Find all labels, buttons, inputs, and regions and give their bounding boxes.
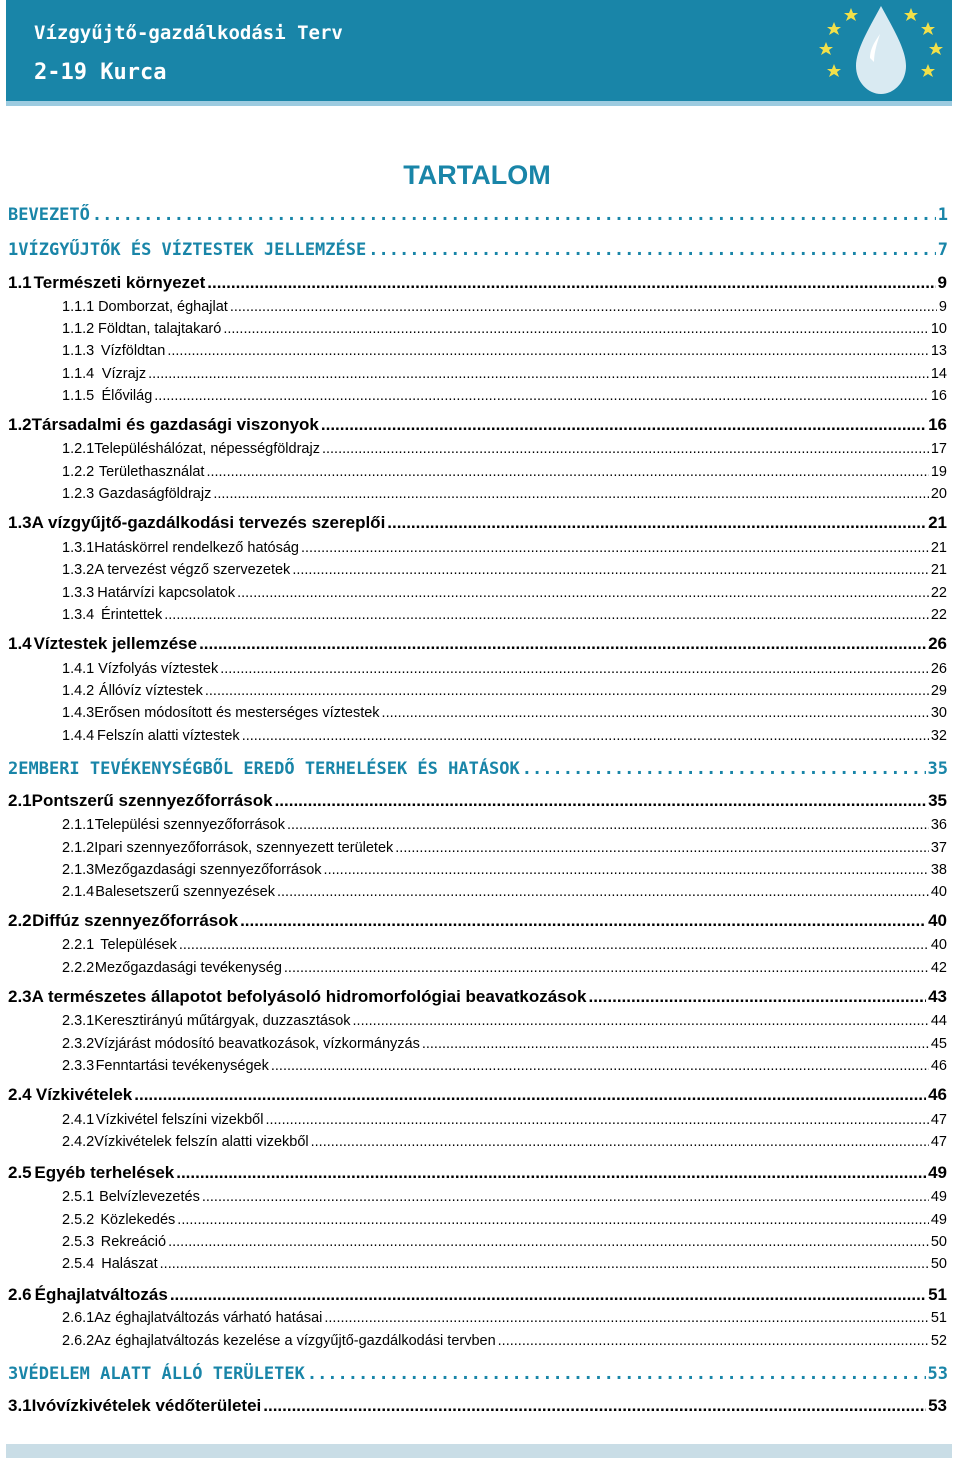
toc-entry-number: 2.3.3 — [62, 1058, 95, 1074]
toc-entry-label: Rekreáció — [100, 1234, 167, 1250]
toc-entry-page: 47 — [930, 1112, 947, 1128]
toc-entry-page: 29 — [930, 683, 947, 699]
document-subtitle: 2-19 Kurca — [34, 60, 167, 85]
dot-leader — [395, 840, 929, 856]
toc-entry[interactable] — [62, 862, 947, 878]
toc-entry-label: Közlekedés — [100, 1212, 176, 1228]
toc-entry[interactable] — [62, 388, 947, 404]
dot-leader — [134, 1085, 926, 1105]
toc-entry[interactable] — [62, 1256, 947, 1272]
toc-entry-label: Társadalmi és gazdasági viszonyok — [31, 415, 319, 434]
toc-entry[interactable] — [62, 1212, 947, 1228]
dot-leader — [382, 705, 929, 721]
dot-leader — [321, 415, 926, 435]
toc-entry-label: BEVEZETŐ — [8, 205, 90, 225]
toc-entry-number: 2.1.4 — [62, 884, 95, 900]
toc-entry[interactable] — [62, 683, 947, 699]
toc-entry-number: 2.4 — [8, 1085, 32, 1104]
toc-entry-page: 17 — [930, 441, 947, 457]
toc-entry-page: 26 — [928, 634, 947, 653]
dot-leader — [92, 205, 936, 225]
dot-leader — [265, 1112, 928, 1128]
toc-entry-page: 40 — [930, 884, 947, 900]
toc-entry-page: 22 — [930, 607, 947, 623]
toc-entry[interactable] — [8, 513, 947, 533]
toc-entry[interactable] — [62, 817, 947, 833]
toc-entry-number: 1.3.4 — [62, 607, 95, 623]
toc-entry-label: EMBERI TEVÉKENYSÉGBŐL EREDŐ TERHELÉSEK ÉS HATÁSOK — [18, 759, 520, 779]
toc-entry-label: Vízfolyás víztestek — [98, 661, 219, 677]
toc-entry-label: Érintettek — [100, 607, 163, 623]
dot-leader — [223, 321, 929, 337]
toc-entry-page: 35 — [928, 791, 947, 810]
toc-entry[interactable] — [62, 728, 947, 744]
toc-entry-label: Diffúz szennyezőforrások — [32, 911, 239, 930]
toc-entry[interactable] — [62, 607, 947, 623]
toc-entry-number: 2.5.2 — [62, 1212, 95, 1228]
toc-entry[interactable] — [8, 1163, 947, 1183]
toc-entry-page: 21 — [930, 540, 947, 556]
toc-entry-number: 2 — [8, 759, 19, 779]
toc-entry-page: 51 — [928, 1285, 947, 1304]
toc-entry-label: A természetes állapotot befolyásoló hidromorfológiai beavatkozások — [31, 987, 587, 1006]
dot-leader — [205, 683, 929, 699]
dot-leader — [522, 759, 926, 779]
toc-entry-label: Erősen módosított és mesterséges víztestek — [94, 705, 380, 721]
toc-entry-label: Víztestek jellemzése — [33, 634, 198, 653]
toc-entry[interactable] — [8, 1364, 948, 1384]
toc-entry-page: 49 — [928, 1163, 947, 1182]
toc-entry-label: Természeti környezet — [33, 273, 206, 292]
toc-entry-label: Földtan, talajtakaró — [97, 321, 222, 337]
toc-entry[interactable] — [8, 240, 948, 260]
dot-leader — [202, 1189, 929, 1205]
toc-entry[interactable] — [62, 321, 947, 337]
toc-entry-number: 2.5.1 — [62, 1189, 95, 1205]
footer-bar — [6, 1444, 952, 1458]
toc-entry-label: Ivóvízkivételek védőterületei — [31, 1396, 262, 1415]
dot-leader — [324, 862, 929, 878]
toc-entry-label: Vízjárást módosító beavatkozások, vízkormányzás — [94, 1036, 420, 1052]
toc-entry-label: Vízkivételek felszín alatti vizekből — [94, 1134, 309, 1150]
toc-entry[interactable] — [8, 791, 947, 811]
toc-entry[interactable] — [62, 705, 947, 721]
toc-entry-page: 44 — [930, 1013, 947, 1029]
toc-entry-number: 1.3.2 — [62, 562, 95, 578]
toc-entry[interactable] — [62, 960, 947, 976]
toc-entry[interactable] — [62, 441, 947, 457]
toc-entry-label: Állóvíz víztestek — [98, 683, 203, 699]
toc-entry-page: 38 — [930, 862, 947, 878]
toc-entry-number: 2.2 — [8, 911, 32, 930]
toc-entry-label: Vízkivételek — [35, 1085, 133, 1104]
toc-entry-number: 2.1.2 — [62, 840, 95, 856]
toc-entry[interactable] — [62, 1189, 947, 1205]
toc-entry-page: 21 — [930, 562, 947, 578]
dot-leader — [387, 513, 926, 533]
toc-entry-page: 49 — [930, 1189, 947, 1205]
toc-entry-page: 37 — [930, 840, 947, 856]
toc-entry-page: 51 — [930, 1310, 947, 1326]
toc-entry-page: 9 — [938, 299, 947, 315]
dot-leader — [275, 791, 927, 811]
toc-entry-number: 2.3.2 — [62, 1036, 95, 1052]
dot-leader — [322, 441, 929, 457]
toc-entry-page: 36 — [930, 817, 947, 833]
dot-leader — [167, 343, 929, 359]
dot-leader — [240, 911, 926, 931]
toc-entry[interactable] — [62, 464, 947, 480]
toc-entry-page: 14 — [930, 366, 947, 382]
toc-heading: TARTALOM — [403, 160, 551, 190]
dot-leader — [368, 240, 936, 260]
toc-entry-label: Egyéb terhelések — [34, 1163, 175, 1182]
toc-entry-page: 43 — [928, 987, 947, 1006]
toc-entry-label: Éghajlatváltozás — [34, 1285, 168, 1304]
toc-entry-number: 1.4.1 — [62, 661, 95, 677]
dot-leader — [353, 1013, 929, 1029]
toc-entry-label: Domborzat, éghajlat — [98, 299, 228, 315]
toc-entry-page: 32 — [930, 728, 947, 744]
dot-leader — [220, 661, 929, 677]
toc-entry-number: 1.2 — [8, 415, 32, 434]
toc-entry-page: 40 — [930, 937, 947, 953]
toc-entry-page: 42 — [930, 960, 947, 976]
toc-entry[interactable] — [62, 343, 947, 359]
toc-entry-number: 2.6.2 — [62, 1333, 95, 1349]
toc-entry-number: 1.2.1 — [62, 441, 95, 457]
toc-entry-label: Az éghajlatváltozás kezelése a vízgyűjtő-gazdálkodási tervben — [94, 1333, 496, 1349]
toc-entry-label: Ipari szennyezőforrások, szennyezett területek — [94, 840, 394, 856]
dot-leader — [164, 607, 929, 623]
toc-entry-page: 35 — [927, 759, 948, 779]
toc-entry-number: 2.1.1 — [62, 817, 95, 833]
water-drop-eu-stars-icon — [806, 0, 956, 100]
toc-entry-number: 1.3 — [8, 513, 32, 532]
toc-entry[interactable] — [62, 585, 947, 601]
dot-leader — [148, 366, 929, 382]
dot-leader — [301, 540, 929, 556]
toc-entry-number: 1.4 — [8, 634, 32, 653]
toc-entry-label: VÍZGYŰJTŐK ÉS VÍZTESTEK JELLEMZÉSE — [18, 240, 367, 260]
toc-entry-page: 52 — [930, 1333, 947, 1349]
toc-entry-page: 40 — [928, 911, 947, 930]
toc-entry-label: Határvízi kapcsolatok — [97, 585, 236, 601]
toc-entry[interactable] — [62, 540, 947, 556]
dot-leader — [213, 486, 929, 502]
toc-entry[interactable] — [62, 661, 947, 677]
toc-entry-page: 7 — [937, 240, 948, 260]
toc-entry-number: 1 — [8, 240, 19, 260]
toc-entry-number: 1.2.2 — [62, 464, 95, 480]
toc-entry-label: A tervezést végző szervezetek — [94, 562, 291, 578]
toc-entry[interactable] — [8, 1085, 947, 1105]
dot-leader — [287, 817, 929, 833]
dot-leader — [263, 1396, 926, 1416]
toc-entry-number: 2.4.2 — [62, 1134, 95, 1150]
toc-entry-page: 20 — [930, 486, 947, 502]
toc-entry-number: 1.1.4 — [62, 366, 95, 382]
toc-entry-page: 49 — [930, 1212, 947, 1228]
toc-entry[interactable] — [8, 1285, 947, 1305]
toc-entry[interactable] — [62, 1112, 947, 1128]
header-banner — [6, 0, 952, 106]
toc-entry-label: Fenntartási tevékenységek — [95, 1058, 269, 1074]
dot-leader — [179, 937, 929, 953]
toc-entry-number: 1.2.3 — [62, 486, 95, 502]
toc-entry-number: 2.6.1 — [62, 1310, 95, 1326]
toc-entry-label: Élővilág — [101, 388, 153, 404]
toc-entry-label: Belvízlevezetés — [99, 1189, 200, 1205]
dot-leader — [292, 562, 929, 578]
toc-entry-page: 1 — [937, 205, 948, 225]
toc-entry-label: Gazdaságföldrajz — [98, 486, 212, 502]
toc-entry[interactable] — [62, 840, 947, 856]
toc-entry-page: 21 — [928, 513, 947, 532]
toc-entry-label: Vízföldtan — [100, 343, 166, 359]
toc-entry-label: Településhálózat, népességföldrajz — [94, 441, 320, 457]
toc-entry-page: 10 — [930, 321, 947, 337]
toc-entry-number: 2.3 — [8, 987, 32, 1006]
dot-leader — [242, 728, 929, 744]
toc-entry-number: 3.1 — [8, 1396, 32, 1415]
toc-entry[interactable] — [8, 759, 948, 779]
dot-leader — [498, 1333, 929, 1349]
toc-entry-page: 22 — [930, 585, 947, 601]
dot-leader — [199, 634, 926, 654]
toc-entry-page: 16 — [930, 388, 947, 404]
toc-entry-page: 50 — [930, 1234, 947, 1250]
toc-entry-label: Vízkivétel felszíni vizekből — [95, 1112, 264, 1128]
toc-entry-label: Vízrajz — [101, 366, 147, 382]
toc-entry-label: Mezőgazdasági tevékenység — [94, 960, 282, 976]
toc-entry-number: 1.3.1 — [62, 540, 95, 556]
toc-entry[interactable] — [8, 987, 947, 1007]
dot-leader — [176, 1163, 926, 1183]
dot-leader — [168, 1234, 929, 1250]
dot-leader — [206, 464, 928, 480]
toc-entry-page: 53 — [928, 1396, 947, 1415]
toc-entry-number: 2.3.1 — [62, 1013, 95, 1029]
toc-entry[interactable] — [8, 634, 947, 654]
toc-entry[interactable] — [62, 366, 947, 382]
toc-entry-number: 1.4.4 — [62, 728, 95, 744]
toc-entry-label: Települések — [100, 937, 177, 953]
toc-entry-number: 2.1.3 — [62, 862, 95, 878]
toc-entry[interactable] — [62, 1134, 947, 1150]
dot-leader — [154, 388, 929, 404]
toc-entry-number: 2.1 — [8, 791, 32, 810]
dot-leader — [271, 1058, 929, 1074]
toc-entry[interactable] — [62, 1333, 947, 1349]
toc-entry-page: 13 — [930, 343, 947, 359]
dot-leader — [277, 884, 929, 900]
toc-entry[interactable] — [62, 1058, 947, 1074]
toc-entry-label: Pontszerű szennyezőforrások — [31, 791, 273, 810]
toc-entry-page: 30 — [930, 705, 947, 721]
document-title: Vízgyűjtő-gazdálkodási Terv — [34, 22, 343, 44]
toc-entry-number: 1.1.3 — [62, 343, 95, 359]
toc-entry-number: 2.5.3 — [62, 1234, 95, 1250]
dot-leader — [422, 1036, 929, 1052]
toc-entry-number: 2.5.4 — [62, 1256, 95, 1272]
dot-leader — [237, 585, 929, 601]
toc-entry-label: Halászat — [101, 1256, 158, 1272]
dot-leader — [307, 1364, 926, 1384]
toc-entry[interactable] — [8, 415, 947, 435]
toc-entry-number: 1.1.5 — [62, 388, 95, 404]
toc-entry-number: 1.1.2 — [62, 321, 95, 337]
toc-entry-label: Keresztirányú műtárgyak, duzzasztások — [94, 1013, 351, 1029]
toc-entry-label: A vízgyűjtő-gazdálkodási tervezés szereplői — [31, 513, 386, 532]
toc-entry-label: Balesetszerű szennyezések — [95, 884, 275, 900]
toc-entry-label: Területhasználat — [98, 464, 205, 480]
dot-leader — [588, 987, 926, 1007]
toc-entry-label: Mezőgazdasági szennyezőforrások — [94, 862, 322, 878]
toc-entry-label: Felszín alatti víztestek — [97, 728, 240, 744]
toc-entry-page: 26 — [930, 661, 947, 677]
toc-entry-page: 45 — [930, 1036, 947, 1052]
toc-entry-page: 9 — [937, 273, 947, 292]
dot-leader — [284, 960, 929, 976]
toc-entry[interactable] — [8, 911, 947, 931]
toc-entry-page: 46 — [928, 1085, 947, 1104]
toc-entry[interactable] — [62, 884, 947, 900]
toc-entry-number: 2.5 — [8, 1163, 32, 1182]
toc-entry[interactable] — [8, 205, 948, 225]
toc-entry-page: 19 — [930, 464, 947, 480]
dot-leader — [177, 1212, 929, 1228]
toc-entry-number: 2.4.1 — [62, 1112, 95, 1128]
toc-entry-label: Települési szennyezőforrások — [94, 817, 285, 833]
toc-entry[interactable] — [62, 299, 947, 315]
toc-entry[interactable] — [8, 273, 947, 293]
toc-entry-number: 1.1 — [8, 273, 32, 292]
toc-entry-number: 1.4.2 — [62, 683, 95, 699]
toc-entry-number: 1.1.1 — [62, 299, 95, 315]
toc-entry-number: 1.3.3 — [62, 585, 95, 601]
toc-entry-label: VÉDELEM ALATT ÁLLÓ TERÜLETEK — [18, 1364, 305, 1384]
toc-entry-page: 53 — [927, 1364, 948, 1384]
dot-leader — [311, 1134, 929, 1150]
toc-entry[interactable] — [62, 937, 947, 953]
toc-entry[interactable] — [62, 1310, 947, 1326]
toc-entry-label: Az éghajlatváltozás várható hatásai — [94, 1310, 323, 1326]
toc-entry[interactable] — [8, 1396, 947, 1416]
toc-entry-page: 46 — [930, 1058, 947, 1074]
toc-entry-number: 2.2.1 — [62, 937, 95, 953]
dot-leader — [230, 299, 937, 315]
toc-entry-number: 2.2.2 — [62, 960, 95, 976]
toc-entry[interactable] — [62, 1036, 947, 1052]
toc-entry-label: Hatáskörrel rendelkező hatóság — [94, 540, 299, 556]
toc-entry-page: 16 — [928, 415, 947, 434]
toc-entry[interactable] — [62, 486, 947, 502]
toc-entry[interactable] — [62, 1013, 947, 1029]
toc-entry-page: 50 — [930, 1256, 947, 1272]
dot-leader — [160, 1256, 929, 1272]
dot-leader — [207, 273, 935, 293]
dot-leader — [324, 1310, 928, 1326]
toc-entry-number: 1.4.3 — [62, 705, 95, 721]
toc-entry-number: 3 — [8, 1364, 19, 1384]
toc-entry-number: 2.6 — [8, 1285, 32, 1304]
toc-entry[interactable] — [62, 562, 947, 578]
dot-leader — [170, 1285, 926, 1305]
toc-entry-page: 47 — [930, 1134, 947, 1150]
toc-entry[interactable] — [62, 1234, 947, 1250]
